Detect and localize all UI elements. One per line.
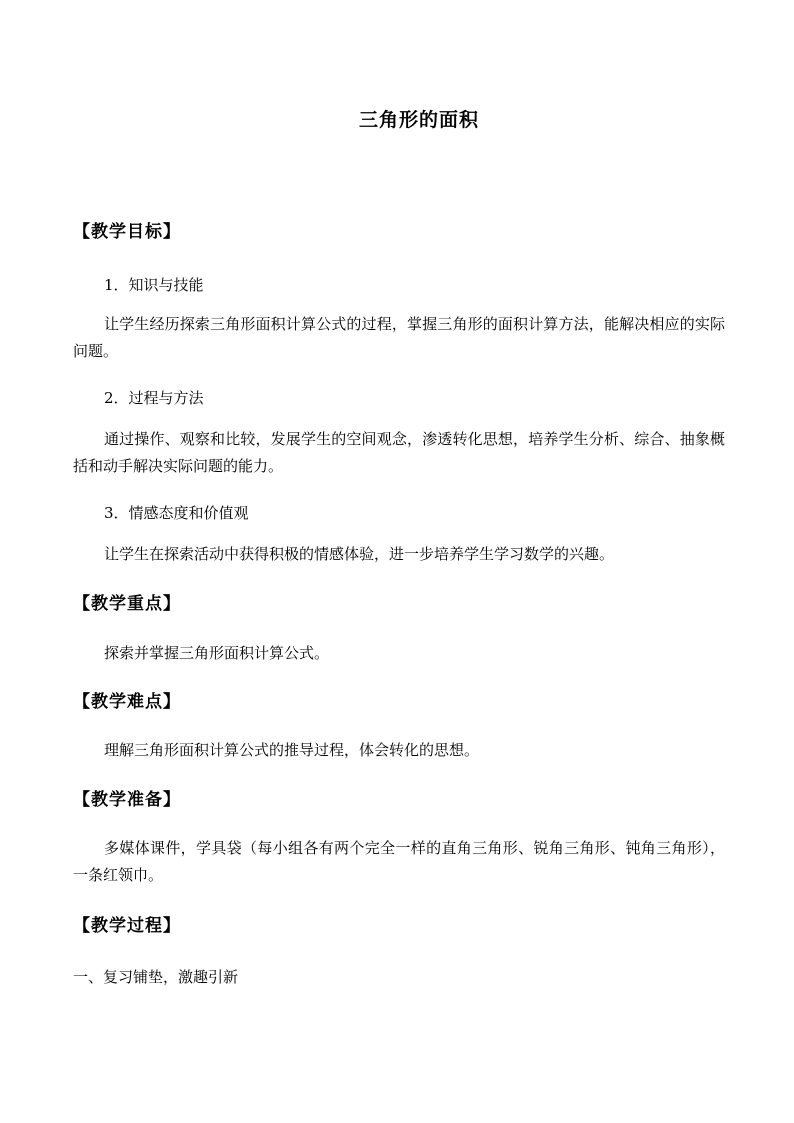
objective-label-1: 1．知识与技能 xyxy=(104,276,204,294)
heading-difficulties: 【教学难点】 xyxy=(73,692,181,712)
heading-key-points: 【教学重点】 xyxy=(73,594,181,614)
preparation-text: 多媒体课件，学具袋（每小组各有两个完全一样的直角三角形、锐角三角形、钝角三角形），一条红领巾。 xyxy=(73,839,725,884)
process-step-1: 一、复习铺垫，激趣引新 xyxy=(73,968,239,986)
objective-label-2: 2．过程与方法 xyxy=(104,389,204,407)
heading-objectives: 【教学目标】 xyxy=(73,222,181,242)
heading-process: 【教学过程】 xyxy=(73,916,181,936)
objective-label-3: 3．情感态度和价值观 xyxy=(104,504,249,522)
objective-text-2: 通过操作、观察和比较，发展学生的空间观念，渗透转化思想，培养学生分析、综合、抽象概括和动手解决实际问题的能力。 xyxy=(73,430,725,475)
objective-text-3: 让学生在探索活动中获得积极的情感体验，进一步培养学生学习数学的兴趣。 xyxy=(104,545,615,563)
objective-text-1: 让学生经历探索三角形面积计算公式的过程，掌握三角形的面积计算方法，能解决相应的实际问题。 xyxy=(73,315,725,360)
difficulties-text: 理解三角形面积计算公式的推导过程，体会转化的思想。 xyxy=(104,741,480,759)
heading-preparation: 【教学准备】 xyxy=(73,790,181,810)
document-title: 三角形的面积 xyxy=(358,109,479,131)
key-points-text: 探索并掌握三角形面积计算公式。 xyxy=(104,644,330,662)
